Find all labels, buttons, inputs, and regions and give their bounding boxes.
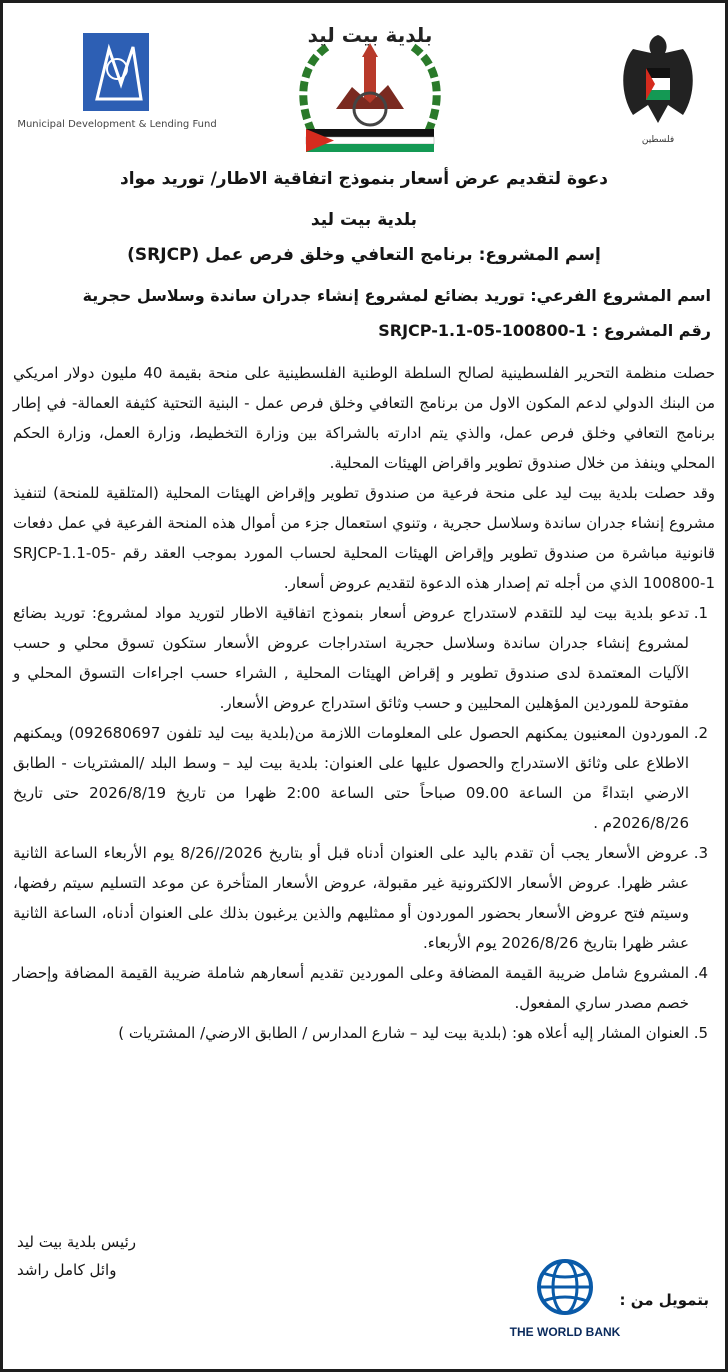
beit-lid-municipality-logo xyxy=(290,17,450,157)
mdlf-caption: Municipal Development & Lending Fund xyxy=(17,119,217,130)
municipality-logo-caption: بلدية بيت ليد xyxy=(307,23,433,47)
notice-body xyxy=(13,358,715,1048)
municipality-name: بلدية بيت ليد xyxy=(310,210,418,230)
list-item: 2. الموردون المعنيون يمكنهم الحصول على المعلومات اللازمة من(بلدية بيت ليد تلفون 092680697) ويمكنهم الاطلاع على وثائق الاستدراج والحصول عليها على العنوان: بلدية بيت ليد – وسط البلد /المشتريات - الطابق الارضي ابتداءً من الساعة 09.00 صباحاً حتى الساعة 2:00 ظهرا من تاريخ 2026/8/19 حتى تاريخ 2026/8/26م . xyxy=(13,718,689,838)
signatory-name: وائل كامل راشد xyxy=(17,1261,117,1279)
world-bank-caption: THE WORLD BANK xyxy=(509,1325,621,1339)
palestinian-eagle-emblem xyxy=(603,23,713,153)
signatory-title: رئيس بلدية بيت ليد xyxy=(17,1233,137,1251)
grant-paragraph: وقد حصلت بلدية بيت ليد على منحة فرعية من صندوق تطوير وإقراض الهيئات المحلية (المتلقية للمنحة) لتنفيذ مشروع إنشاء جدران ساندة وسلاسل حجرية ، وتنوي استعمال جزء من أموال هذه المنحة الفرعية في عمل دفعات قانونية مباشرة من صندوق تطوير وإقراض الهيئات المحلية لحساب المورد بموجب العقد رقم SRJCP-1.1-05-100800-1 الذي من أجله تم إصدار هذه الدعوة لتقديم عروض أسعار. xyxy=(13,484,715,592)
eagle-caption: فلسطين xyxy=(641,135,675,145)
funded-by-label: بتمويل من : xyxy=(619,1291,709,1309)
municipal-development-fund-logo xyxy=(17,29,217,149)
world-bank-globe-icon xyxy=(503,1253,627,1325)
list-item: 1. تدعو بلدية بيت ليد للتقدم لاستدراج عروض أسعار بنموذج اتفاقية الاطار لتوريد مواد لمشروع: توريد بضائع لمشروع إنشاء جدران ساندة وسلاسل حجرية استدراجات عروض الأسعار ستكون تسوق محلي و حسب الآليات المعتمدة لدى صندوق تطوير و إقراض الهيئات المحلية , الشراء حسب اجراءات التسوق المحلي و مفتوحة للموردين المؤهلين المحليين و حسب وثائق استدراج عروض الأسعار. xyxy=(13,598,689,718)
subproject-name: اسم المشروع الفرعي: توريد بضائع لمشروع إنشاء جدران ساندة وسلاسل حجرية xyxy=(82,286,711,305)
intro-paragraph: حصلت منظمة التحرير الفلسطينية لصالح السلطة الوطنية الفلسطينية على منحة بقيمة 40 مليون دولار امريكي من البنك الدولي لدعم المكون الاول من برنامج التعافي وخلق فرص عمل - البنية التحتية كثيفة العمالة- في إطار برنامج التعافي وخلق فرص عمل، والذي يتم ادارته بالشراكة بين وزارة التخطيط، وزارة العمل، وزارة الحكم المحلي وينفذ من خلال صندوق تطوير واقراض الهيئات المحلية. xyxy=(13,364,716,472)
mdlf-emblem-icon xyxy=(17,29,217,119)
notice-title: دعوة لتقديم عرض أسعار بنموذج اتفاقية الاطار/ توريد مواد xyxy=(119,169,609,189)
list-item: 4. المشروع شامل ضريبة القيمة المضافة وعلى الموردين تقديم أسعارهم شاملة ضريبة القيمة المضافة وإحضار خصم مصدر ساري المفعول. xyxy=(13,958,689,1018)
project-name: إسم المشروع: برنامج التعافي وخلق فرص عمل (SRJCP) xyxy=(127,245,601,265)
conditions-list xyxy=(13,598,715,1048)
list-item: 3. عروض الأسعار يجب أن تقدم باليد على العنوان أدناه قبل أو بتاريخ 2026//8/26 يوم الأربعاء الساعة الثانية عشر ظهرا. عروض الأسعار الالكترونية غير مقبولة، عروض الأسعار المتأخرة عن موعد التسليم سيتم رفضها، وسيتم فتح عروض الأسعار بحضور الموردون أو ممثليهم والذين يرغبون بذلك على العنوان أدناه، الساعة الثانية عشر ظهرا بتاريخ 2026/8/26 يوم الأربعاء. xyxy=(13,838,689,958)
list-item: 5. العنوان المشار إليه أعلاه هو: (بلدية بيت ليد – شارع المدارس / الطابق الارضي/ المشتريات ) xyxy=(13,1018,689,1048)
project-number: رقم المشروع : SRJCP-1.1-05-100800-1 xyxy=(378,321,711,340)
eagle-emblem-icon xyxy=(603,23,713,135)
header-logos xyxy=(3,3,725,163)
world-bank-logo xyxy=(503,1253,627,1363)
